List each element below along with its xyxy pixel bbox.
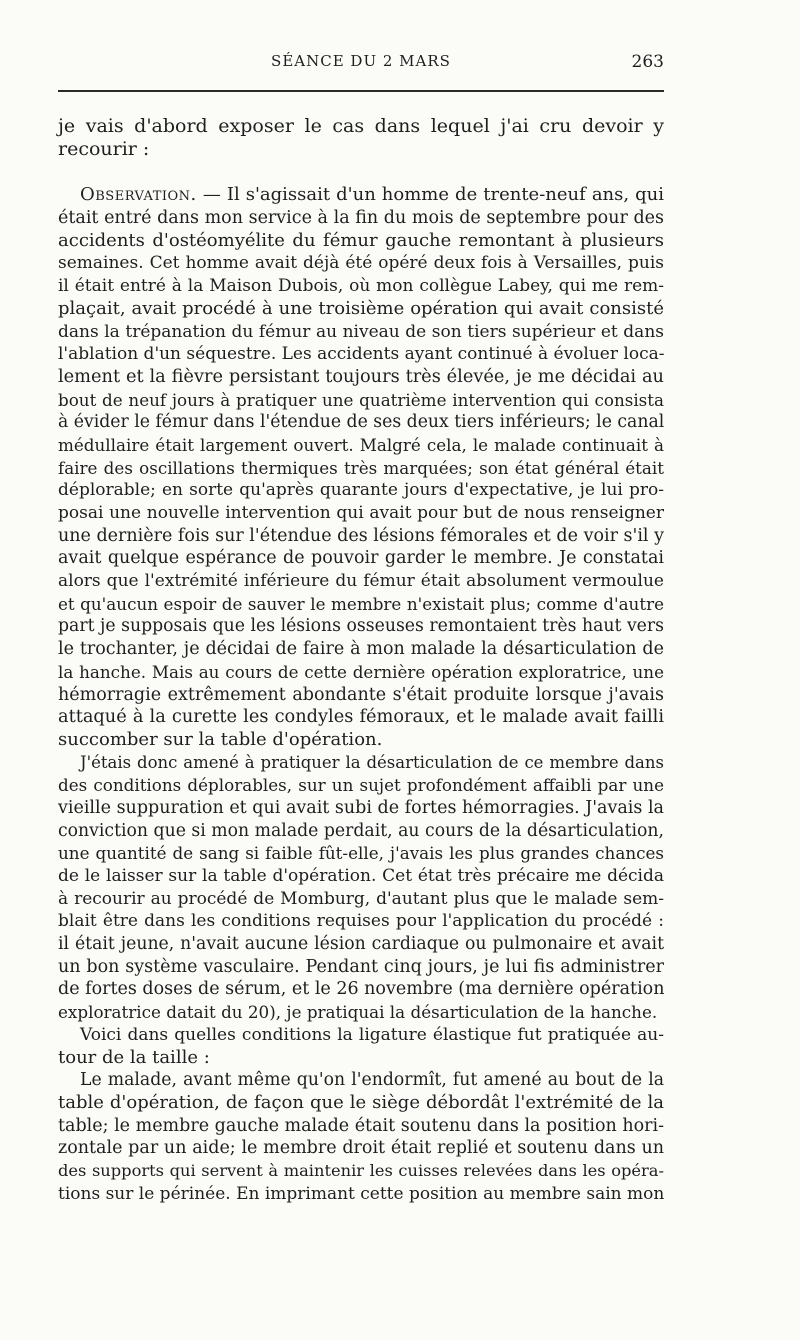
text-line: une quantité de sang si faible fût-elle, j'avais les plus grandes chances <box>58 843 664 864</box>
text-line: l'ablation d'un séquestre. Les accidents ayant continué à évoluer loca- <box>58 344 665 365</box>
text-line: à évider le fémur dans l'étendue de ses deux tiers inférieurs; le canal <box>58 412 665 433</box>
text-line: zontale par un aide; le membre droit était replié et soutenu dans un <box>58 1138 664 1159</box>
text-line: blait être dans les conditions requises pour l'application du procédé : <box>58 911 664 932</box>
text-line: et qu'aucun espoir de sauver le membre n'existait plus; comme d'autre <box>58 593 664 614</box>
text-line: Voici dans quelles conditions la ligature élastique fut pratiquée au- <box>80 1024 664 1045</box>
text-line: avait quelque espérance de pouvoir garder le membre. Je constatai <box>58 548 664 569</box>
text-line: tions sur le périnée. En imprimant cette position au membre sain mon <box>58 1183 665 1204</box>
text-line: exploratrice datait du 20), je pratiquai la désarticulation de la hanche. <box>58 1002 658 1023</box>
section-gap <box>58 160 664 184</box>
text-line: une dernière fois sur l'étendue des lésions fémorales et de voir s'il y <box>58 525 664 546</box>
text-line: de fortes doses de sérum, et le 26 novembre (ma dernière opération <box>58 979 665 1000</box>
observation-label: Observation. <box>80 184 197 206</box>
body-text <box>58 115 664 1205</box>
text-line: il était jeune, n'avait aucune lésion cardiaque ou pulmonaire et avait <box>58 934 664 955</box>
text-line: faire des oscillations thermiques très marquées; son état général était <box>58 457 664 478</box>
text-line: J'étais donc amené à pratiquer la désarticulation de ce membre dans <box>80 752 664 772</box>
header-rule <box>58 90 664 92</box>
text-line: à recourir au procédé de Momburg, d'autant plus que le malade sem- <box>58 888 664 909</box>
text-line: la hanche. Mais au cours de cette dernière opération exploratrice, une <box>58 661 664 682</box>
text-line: succomber sur la table d'opération. <box>58 728 383 750</box>
observation-first-line: — Il s'agissait d'un homme de trente-neuf ans, qui <box>202 184 664 206</box>
text-line: médullaire était largement ouvert. Malgré cela, le malade continuait à <box>58 434 664 455</box>
text-line: alors que l'extrémité inférieure du fémur était absolument vermoulue <box>58 571 664 592</box>
text-line: attaqué à la curette les condyles fémoraux, et le malade avait failli <box>58 707 664 728</box>
text-line: conviction que si mon malade perdait, au cours de la désarticulation, <box>58 820 664 841</box>
text-line: hémorragie extrêmement abondante s'était produite lorsque j'avais <box>58 684 664 705</box>
text-line: dans la trépanation du fémur au niveau de son tiers supérieur et dans <box>58 321 664 342</box>
text-line: recourir : <box>58 137 150 160</box>
running-title: SÉANCE DU 2 MARS <box>271 52 451 70</box>
text-line <box>58 184 664 207</box>
text-line: il était entré à la Maison Dubois, où mon collègue Labey, qui me rem- <box>58 276 664 297</box>
text-line: un bon système vasculaire. Pendant cinq jours, je lui fis administrer <box>58 956 664 977</box>
text-line: posai une nouvelle intervention qui avait pour but de nous renseigner <box>58 503 664 523</box>
text-line: de le laisser sur la table d'opération. Cet état très précaire me décida <box>58 866 664 886</box>
text-line: déplorable; en sorte qu'après quarante jours d'expectative, je lui pro- <box>58 480 664 501</box>
text-line: des conditions déplorables, sur un sujet profondément affaibli par une <box>58 775 664 796</box>
text-line: bout de neuf jours à pratiquer une quatrième intervention qui consista <box>58 389 664 410</box>
text-line: part je supposais que les lésions osseuses remontaient très haut vers <box>58 616 664 637</box>
text-line: le trochanter, je décidai de faire à mon malade la désarticulation de <box>58 639 664 660</box>
text-line: des supports qui servent à maintenir les cuisses relevées dans les opéra- <box>58 1160 664 1180</box>
text-line: Le malade, avant même qu'on l'endormît, fut amené au bout de la <box>80 1070 664 1091</box>
text-line: semaines. Cet homme avait déjà été opéré deux fois à Versailles, puis <box>58 253 664 274</box>
text-line: je vais d'abord exposer le cas dans lequel j'ai cru devoir y <box>58 115 664 137</box>
text-line: accidents d'ostéomyélite du fémur gauche remontant à plusieurs <box>58 229 664 251</box>
text-line: table; le membre gauche malade était soutenu dans la position hori- <box>58 1115 665 1136</box>
text-line: était entré dans mon service à la fin du mois de septembre pour des <box>58 208 664 229</box>
page-number: 263 <box>631 52 664 72</box>
text-line: lement et la fièvre persistant toujours très élevée, je me décidai au <box>58 366 664 387</box>
page-header <box>58 52 664 76</box>
text-line: tour de la taille : <box>58 1046 210 1068</box>
text-line: table d'opération, de façon que le siège débordât l'extrémité de la <box>58 1091 664 1113</box>
text-line: vieille suppuration et qui avait subi de fortes hémorragies. J'avais la <box>58 797 664 818</box>
text-line: plaçait, avait procédé à une troisième opération qui avait consisté <box>58 297 664 319</box>
